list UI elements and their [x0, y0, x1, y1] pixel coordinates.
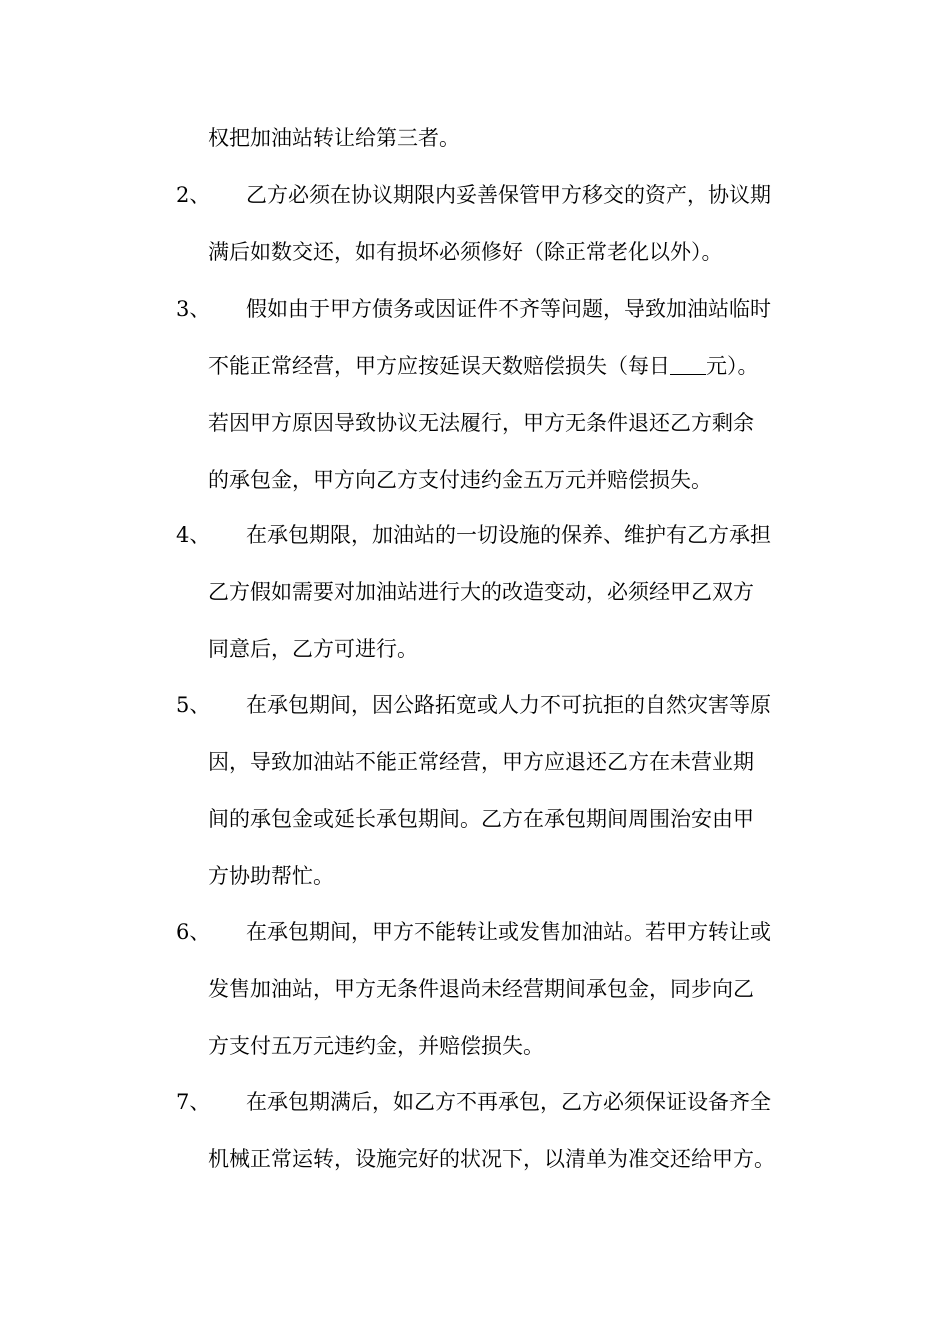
clause-line: 乙方假如需要对加油站进行大的改造变动，必须经甲乙双方 [208, 580, 754, 604]
clause-line: 在承包期间，甲方不能转让或发售加油站。若甲方转让或 [246, 920, 771, 944]
clause-line [208, 352, 759, 380]
fill-in-blank[interactable] [670, 354, 706, 375]
clause-line: 机械正常运转，设施完好的状况下，以清单为准交还给甲方。 [208, 1147, 775, 1171]
clause-line: 发售加油站，甲方无条件退尚未经营期间承包金，同步向乙 [208, 977, 754, 1001]
clause-text: 不能正常经营，甲方应按延误天数赔偿损失（每日 [208, 354, 670, 378]
clause-text: 元）。 [706, 354, 759, 378]
clause-number: 3、 [176, 297, 211, 321]
clause-number: 6、 [176, 920, 211, 944]
clause-line: 假如由于甲方债务或因证件不齐等问题，导致加油站临时 [246, 297, 771, 321]
clause-line: 的承包金，甲方向乙方支付违约金五万元并赔偿损失。 [208, 468, 712, 492]
clause-line: 若因甲方原因导致协议无法履行，甲方无条件退还乙方剩余 [208, 411, 754, 435]
clause-line: 在承包期满后，如乙方不再承包，乙方必须保证设备齐全 [246, 1090, 771, 1114]
clause-line: 方协助帮忙。 [208, 864, 334, 888]
continuation-line: 权把加油站转让给第三者。 [208, 126, 460, 150]
clause-line: 间的承包金或延长承包期间。乙方在承包期间周围治安由甲 [208, 807, 754, 831]
clause-line: 乙方必须在协议期限内妥善保管甲方移交的资产，协议期 [246, 183, 771, 207]
clause-line: 在承包期限，加油站的一切设施的保养、维护有乙方承担 [246, 523, 771, 547]
clause-line: 方支付五万元违约金，并赔偿损失。 [208, 1034, 544, 1058]
clause-line: 同意后，乙方可进行。 [208, 637, 418, 661]
clause-number: 4、 [176, 523, 211, 547]
clause-line: 满后如数交还，如有损坏必须修好（除正常老化以外）。 [208, 240, 723, 264]
clause-number: 2、 [176, 183, 211, 207]
clause-line: 因，导致加油站不能正常经营，甲方应退还乙方在未营业期 [208, 750, 754, 774]
clause-number: 5、 [176, 693, 211, 717]
clause-line: 在承包期间，因公路拓宽或人力不可抗拒的自然灾害等原 [246, 693, 771, 717]
clause-number: 7、 [176, 1090, 211, 1114]
